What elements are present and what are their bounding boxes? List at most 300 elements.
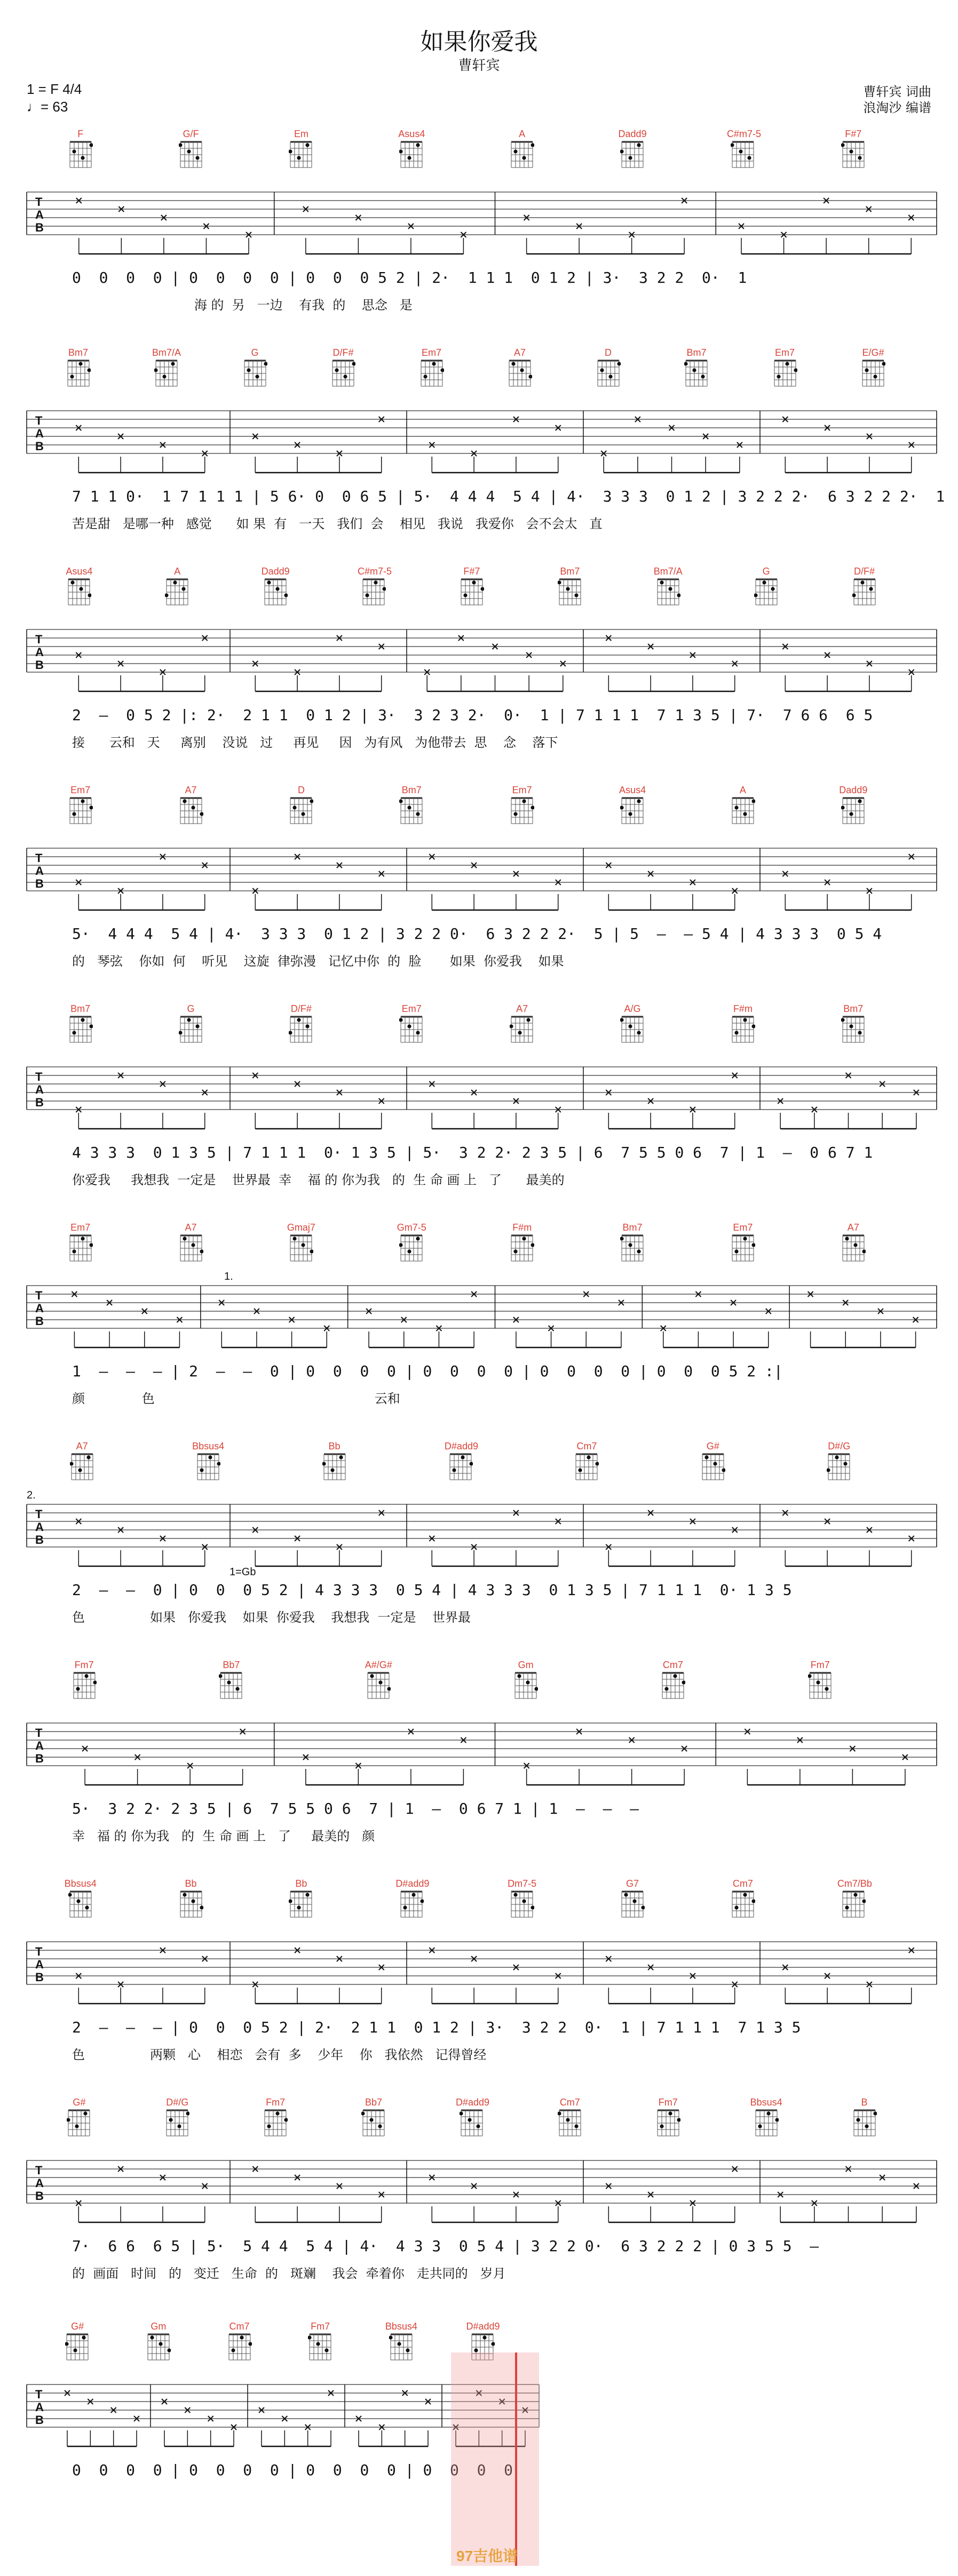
svg-text:A: A — [35, 2400, 44, 2414]
jianpu-notation: 1 — — — | 2 — — 0 | 0 0 0 0 | 0 0 0 0 | 0 0 0 0 | 0 0 0 5 2 :| — [72, 1362, 783, 1380]
jianpu-notation: 7· 6 6 6 5 | 5· 5 4 4 5 4 | 4· 4 3 3 0 5 4 | 3 2 2 0· 6 3 2 2 2 | 0 3 5 5 — — [72, 2237, 819, 2255]
jianpu-notation: 7 1 1 0· 1 7 1 1 1 | 5 6· 0 0 6 5 | 5· 4 4 4 5 4 | 4· 3 3 3 0 1 2 | 3 2 2 2· 6 3 2 2 2· 1 — [72, 487, 945, 505]
chord-diagram — [259, 565, 291, 607]
key-change: 1=Gb — [229, 1566, 256, 1578]
tab-staff — [0, 128, 958, 288]
chord-grid — [596, 358, 621, 388]
chord-name: D#add9 — [395, 1878, 430, 1889]
chord-name: G/F — [183, 129, 199, 139]
chord-grid — [731, 796, 755, 826]
svg-text:T: T — [35, 1289, 43, 1302]
tab-system — [0, 2096, 958, 2315]
chord-name: Bm7 — [401, 785, 422, 795]
chord-name: Gm — [518, 1660, 534, 1670]
lyrics-line: 接 云和 天 离别 没说 过 再见 因 为有风 为他带去 思 念 落下 — [72, 735, 558, 750]
chord-name: A#/G# — [365, 1660, 392, 1670]
chord-grid — [841, 1233, 866, 1263]
svg-text:A: A — [35, 1302, 44, 1315]
chord-name: Cm7 — [229, 2321, 250, 2332]
chord-name: Cm7 — [576, 1441, 597, 1452]
song-title: 如果你爱我 — [420, 28, 538, 55]
tab-system — [0, 1659, 958, 1878]
chord-name: G7 — [626, 1878, 639, 1889]
chord-name: Cm7 — [559, 2097, 580, 2108]
chord-name: D#add9 — [466, 2321, 500, 2332]
chord-grid — [684, 358, 709, 388]
chord-diagram — [161, 565, 193, 607]
chord-name: Fm7 — [74, 1660, 94, 1670]
chord-name: A7 — [847, 1222, 859, 1233]
chord-name: D/F# — [332, 347, 354, 358]
chord-grid — [510, 1889, 534, 1919]
svg-text:T: T — [35, 1726, 43, 1740]
volta-one: 1. — [224, 1271, 233, 1282]
chord-grid — [263, 577, 288, 607]
svg-text:T: T — [35, 2164, 43, 2177]
chord-diagram — [224, 2320, 256, 2362]
chord-grid — [558, 577, 582, 607]
chord-grid — [72, 1671, 97, 1701]
chord-name: Bb7 — [223, 1660, 240, 1670]
chord-name: Em7 — [422, 347, 442, 358]
tab-staff — [0, 1003, 958, 1163]
chord-diagram — [192, 1440, 224, 1482]
svg-text:A: A — [35, 1958, 44, 1971]
chord-name: Dadd9 — [839, 785, 868, 795]
volta-two: 2. — [27, 1489, 36, 1501]
chord-grid — [289, 1889, 313, 1919]
chord-name: Asus4 — [66, 566, 93, 577]
svg-text:B: B — [35, 440, 44, 453]
chord-grid — [68, 140, 93, 170]
chord-grid — [154, 358, 179, 388]
chord-diagram — [68, 1659, 100, 1701]
chord-diagram — [62, 347, 94, 388]
chord-diagram — [506, 1878, 538, 1919]
chord-diagram — [395, 1878, 430, 1919]
svg-text:B: B — [35, 1752, 44, 1765]
svg-text:T: T — [35, 414, 43, 427]
chord-grid — [558, 2108, 582, 2138]
chord-name: Bm7 — [68, 347, 89, 358]
chord-diagram — [616, 1878, 648, 1919]
chord-diagram — [395, 784, 427, 826]
lyrics-line: 海 的 另 一边 有我 的 思念 是 — [72, 298, 413, 313]
chord-grid — [366, 1671, 391, 1701]
chord-diagram — [616, 1003, 648, 1044]
chord-name: Bb — [328, 1441, 341, 1452]
chord-grid — [841, 1015, 866, 1044]
chord-grid — [68, 796, 93, 826]
chord-grid — [70, 1452, 94, 1482]
tab-system — [0, 128, 958, 347]
chord-diagram — [285, 1222, 317, 1263]
chord-grid — [179, 1015, 203, 1044]
chord-grid — [263, 2108, 288, 2138]
playback-highlight — [451, 2352, 539, 2566]
chord-name: Em7 — [512, 785, 532, 795]
tab-system — [0, 1003, 958, 1222]
chord-name: Bbsus4 — [192, 1441, 225, 1452]
chord-grid — [841, 796, 866, 826]
chord-diagram — [456, 565, 488, 607]
chord-name: D#/G — [828, 1441, 851, 1452]
chord-diagram — [63, 565, 95, 607]
tab-system — [0, 1440, 958, 1659]
chord-diagram — [285, 128, 317, 170]
chord-diagram — [554, 565, 586, 607]
chord-grid — [419, 358, 444, 388]
chord-grid — [68, 1889, 93, 1919]
chord-diagram — [285, 1003, 317, 1044]
tab-staff — [0, 1222, 958, 1382]
chord-grid — [331, 358, 355, 388]
chord-name: D#add9 — [455, 2097, 489, 2108]
chord-name: A7 — [185, 785, 197, 795]
chord-grid — [460, 577, 484, 607]
chord-name: Asus4 — [619, 785, 646, 795]
chord-name: Bbsus4 — [385, 2321, 417, 2332]
chord-diagram — [849, 2096, 881, 2138]
chord-grid — [289, 140, 313, 170]
chord-name: C#m7-5 — [358, 566, 392, 577]
svg-text:T: T — [35, 1508, 43, 1521]
chord-name: Em7 — [401, 1003, 422, 1014]
site-logo: 97吉他谱 — [456, 2548, 518, 2564]
chord-diagram — [65, 784, 97, 826]
chord-grid — [574, 1452, 599, 1482]
chord-grid — [510, 796, 534, 826]
tab-staff — [0, 784, 958, 944]
chord-grid — [731, 140, 755, 170]
chord-grid — [165, 577, 189, 607]
lyrics-line: 颜 色 云和 — [72, 1391, 400, 1406]
chord-name: D/F# — [853, 566, 875, 577]
svg-text:T: T — [35, 1945, 43, 1958]
chord-diagram — [506, 128, 538, 170]
chord-grid — [731, 1889, 755, 1919]
chord-grid — [731, 1015, 755, 1044]
chord-name: A/G — [624, 1003, 641, 1014]
chord-grid — [399, 1889, 424, 1919]
chord-diagram — [285, 784, 317, 826]
chord-name: Dadd9 — [261, 566, 290, 577]
chord-name: A7 — [76, 1441, 88, 1452]
chord-grid — [322, 1452, 347, 1482]
chord-grid — [773, 358, 797, 388]
chord-grid — [510, 1015, 534, 1044]
chord-name: C#m7-5 — [726, 129, 761, 139]
chord-name: B — [861, 2097, 868, 2108]
chord-diagram — [506, 1222, 538, 1263]
chord-name: F#m — [512, 1222, 532, 1233]
chord-name: Bm7 — [622, 1222, 643, 1233]
chord-diagram — [727, 128, 759, 170]
chord-diagram — [319, 1440, 351, 1482]
chord-diagram — [837, 784, 869, 826]
chord-name: F#7 — [845, 129, 862, 139]
chord-grid — [289, 796, 313, 826]
chord-diagram — [385, 2320, 417, 2362]
chord-name: Fm7 — [311, 2321, 330, 2332]
svg-text:A: A — [35, 864, 44, 878]
chord-name: A — [174, 566, 181, 577]
chord-name: A7 — [516, 1003, 528, 1014]
chord-grid — [620, 1889, 645, 1919]
chord-grid — [196, 1452, 220, 1482]
chord-diagram — [175, 1003, 207, 1044]
jianpu-notation: 2 — 0 5 2 |: 2· 2 1 1 0 1 2 | 3· 3 2 3 2· 0· 1 | 7 1 1 1 7 1 3 5 | 7· 7 6 6 6 5 — [72, 706, 873, 724]
chord-diagram — [395, 1003, 427, 1044]
chord-grid — [361, 2108, 386, 2138]
chord-grid — [841, 1889, 866, 1919]
jianpu-notation: 2 — — 0 | 0 0 0 5 2 | 4 3 3 3 0 5 4 | 4 3 3 3 0 1 3 5 | 7 1 1 1 0· 1 3 5 — [72, 1581, 792, 1599]
chord-grid — [448, 1452, 473, 1482]
tab-staff — [0, 1878, 958, 2038]
lyrics-line: 色 如果 你爱我 如果 你爱我 我想我 一定是 世界最 — [72, 1610, 471, 1625]
svg-text:B: B — [35, 658, 44, 672]
chord-diagram — [657, 1659, 689, 1701]
chord-diagram — [61, 2320, 93, 2362]
chord-grid — [66, 358, 91, 388]
chord-grid — [861, 358, 885, 388]
chord-grid — [754, 577, 779, 607]
chord-grid — [620, 1015, 645, 1044]
chord-diagram — [65, 128, 97, 170]
svg-text:A: A — [35, 2176, 44, 2190]
svg-text:B: B — [35, 1971, 44, 1984]
chord-diagram — [510, 1659, 542, 1701]
playback-cursor[interactable] — [515, 2352, 517, 2566]
chord-name: D#/G — [166, 2097, 189, 2108]
chord-name: A — [739, 785, 746, 795]
chord-name: Cm7 — [732, 1878, 753, 1889]
chord-grid — [165, 2108, 189, 2138]
chord-grid — [399, 140, 424, 170]
chord-diagram — [857, 347, 889, 388]
chord-grid — [179, 1889, 203, 1919]
chord-name: Em7 — [70, 1222, 91, 1233]
chord-diagram — [769, 347, 801, 388]
tab-system — [0, 784, 958, 1003]
chord-diagram — [259, 2096, 291, 2138]
chord-grid — [179, 796, 203, 826]
chord-diagram — [65, 1222, 97, 1263]
svg-text:A: A — [35, 1083, 44, 1096]
chord-diagram — [727, 784, 759, 826]
lyrics-line: 的 画面 时间 的 变迁 生命 的 斑斓 我会 牵着你 走共同的 岁月 — [72, 2266, 506, 2281]
chord-name: G# — [73, 2097, 86, 2108]
chord-diagram — [175, 1222, 207, 1263]
svg-text:T: T — [35, 2388, 43, 2401]
chord-grid — [146, 2332, 171, 2362]
chord-grid — [243, 358, 267, 388]
chord-name: G — [187, 1003, 195, 1014]
chord-grid — [620, 1233, 645, 1263]
tempo-marking: ♩= 63 — [27, 99, 68, 115]
chord-diagram — [697, 1440, 729, 1482]
svg-text:B: B — [35, 2413, 44, 2427]
chord-grid — [399, 796, 424, 826]
chord-diagram — [506, 1003, 538, 1044]
chord-name: Bm7 — [686, 347, 707, 358]
chord-grid — [179, 140, 203, 170]
chord-diagram — [837, 1222, 869, 1263]
chord-diagram — [175, 128, 207, 170]
chord-grid — [67, 2108, 91, 2138]
chord-diagram — [395, 1222, 427, 1263]
chord-diagram — [554, 2096, 586, 2138]
chord-diagram — [849, 565, 881, 607]
chord-diagram — [652, 2096, 684, 2138]
chord-diagram — [65, 1878, 97, 1919]
chord-name: D — [605, 347, 612, 358]
chord-diagram — [837, 1878, 872, 1919]
chord-diagram — [416, 347, 448, 388]
chord-diagram — [616, 784, 648, 826]
chord-name: A7 — [185, 1222, 197, 1233]
svg-text:T: T — [35, 633, 43, 646]
chord-name: D/F# — [290, 1003, 312, 1014]
svg-text:T: T — [35, 851, 43, 865]
tab-staff — [0, 1440, 958, 1600]
chord-grid — [852, 2108, 877, 2138]
lyrics-line: 苦是甜 是哪一种 感觉 如 果 有 一天 我们 会 相见 我说 我爱你 会不会太 直 — [72, 516, 603, 531]
chord-grid — [508, 358, 532, 388]
chord-diagram — [358, 565, 390, 607]
chord-diagram — [362, 1659, 394, 1701]
chord-diagram — [142, 2320, 175, 2362]
chord-grid — [510, 1233, 534, 1263]
chord-name: Dm7-5 — [508, 1878, 537, 1889]
chord-name: F#7 — [463, 566, 480, 577]
chord-name: Fm7 — [658, 2097, 678, 2108]
chord-diagram — [285, 1878, 317, 1919]
chord-grid — [219, 1671, 243, 1701]
chord-name: Bb — [295, 1878, 307, 1889]
svg-text:A: A — [35, 1520, 44, 1534]
chord-grid — [399, 1015, 424, 1044]
jianpu-notation: 2 — — — | 0 0 0 5 2 | 2· 2 1 1 0 1 2 | 3· 3 2 2 0· 1 | 7 1 1 1 7 1 3 5 — [72, 2018, 801, 2036]
tab-system — [0, 565, 958, 784]
svg-text:B: B — [35, 221, 44, 234]
svg-text:A: A — [35, 427, 44, 440]
chord-grid — [841, 140, 866, 170]
chord-name: Em7 — [70, 785, 91, 795]
tab-staff — [0, 347, 958, 507]
chord-name: Bm7 — [843, 1003, 864, 1014]
chord-grid — [754, 2108, 779, 2138]
chord-name: G# — [71, 2321, 84, 2332]
chord-grid — [289, 1015, 313, 1044]
chord-name: Fm7 — [266, 2097, 286, 2108]
chord-name: Bbsus4 — [64, 1878, 97, 1889]
chord-diagram — [161, 2096, 193, 2138]
chord-grid — [656, 2108, 680, 2138]
chord-name: A7 — [514, 347, 526, 358]
chord-grid — [65, 2332, 90, 2362]
chord-name: F — [77, 129, 84, 139]
chord-grid — [620, 796, 645, 826]
chord-diagram — [804, 1659, 836, 1701]
chord-grid — [513, 1671, 538, 1701]
chord-grid — [289, 1233, 313, 1263]
chord-diagram — [63, 2096, 95, 2138]
chord-name: Bm7 — [70, 1003, 91, 1014]
chord-diagram — [837, 1003, 869, 1044]
chord-grid — [827, 1452, 851, 1482]
jianpu-notation: 4 3 3 3 0 1 3 5 | 7 1 1 1 0· 1 3 5 | 5· 3 2 2· 2 3 5 | 6 7 5 5 0 6 7 | 1 — 0 6 7 1 — [72, 1143, 873, 1161]
chord-grid — [701, 1452, 725, 1482]
jianpu-notation: 5· 4 4 4 5 4 | 4· 3 3 3 0 1 2 | 3 2 2 0· 6 3 2 2 2· 5 | 5 — — 5 4 | 4 3 3 3 0 5 4 — [72, 924, 882, 943]
chord-grid — [731, 1233, 755, 1263]
chord-name: Bbsus4 — [750, 2097, 782, 2108]
chord-diagram — [215, 1659, 247, 1701]
chord-diagram — [616, 128, 648, 170]
svg-text:A: A — [35, 1739, 44, 1752]
chord-diagram — [616, 1222, 648, 1263]
credit-music: 曹轩宾 词曲 — [863, 84, 931, 99]
svg-text:B: B — [35, 2189, 44, 2203]
chord-grid — [656, 577, 680, 607]
chord-name: Bb — [185, 1878, 197, 1889]
chord-grid — [308, 2332, 332, 2362]
jianpu-notation: 0 0 0 0 | 0 0 0 0 | 0 0 0 0 | 0 0 0 0 — [72, 2461, 513, 2479]
chord-grid — [361, 577, 386, 607]
chord-diagram — [445, 1440, 477, 1482]
chord-name: Asus4 — [398, 129, 425, 139]
chord-name: G — [762, 566, 770, 577]
chord-diagram — [504, 347, 536, 388]
chord-name: Gm7-5 — [397, 1222, 426, 1233]
jianpu-notation: 5· 3 2 2· 2 3 5 | 6 7 5 5 0 6 7 | 1 — 0 6 7 1 | 1 — — — — [72, 1799, 639, 1817]
chord-name: Cm7/Bb — [837, 1878, 872, 1889]
chord-diagram — [750, 2096, 782, 2138]
chord-diagram — [151, 347, 183, 388]
chord-diagram — [175, 1878, 207, 1919]
lyrics-line: 的 琴弦 你如 何 听见 这旋 律弥漫 记忆中你 的 脸 如果 你爱我 如果 — [72, 954, 564, 969]
chord-diagram — [358, 2096, 390, 2138]
svg-text:A: A — [35, 208, 44, 221]
tab-system — [0, 1222, 958, 1440]
lyrics-line: 幸 福 的 你为我 的 生 命 画 上 了 最美的 颜 — [72, 1829, 375, 1844]
chord-grid — [460, 2108, 484, 2138]
chord-grid — [852, 577, 877, 607]
chord-diagram — [727, 1003, 759, 1044]
chord-grid — [179, 1233, 203, 1263]
chord-name: Em — [294, 129, 308, 139]
chord-grid — [399, 1233, 424, 1263]
chord-name: D#add9 — [444, 1441, 478, 1452]
chord-diagram — [327, 347, 359, 388]
svg-text:T: T — [35, 195, 43, 209]
chord-name: F#m — [733, 1003, 753, 1014]
chord-diagram — [175, 784, 207, 826]
chord-name: Gm — [151, 2321, 167, 2332]
chord-diagram — [65, 1003, 97, 1044]
chord-diagram — [727, 1878, 759, 1919]
chord-grid — [68, 1233, 93, 1263]
chord-name: Bm7/A — [152, 347, 181, 358]
chord-name: Bm7 — [560, 566, 580, 577]
chord-diagram — [652, 565, 684, 607]
chord-name: G# — [706, 1441, 719, 1452]
chord-grid — [67, 577, 91, 607]
chord-grid — [808, 1671, 833, 1701]
chord-name: E/G# — [862, 347, 884, 358]
chord-diagram — [506, 784, 538, 826]
tab-system — [0, 347, 958, 565]
